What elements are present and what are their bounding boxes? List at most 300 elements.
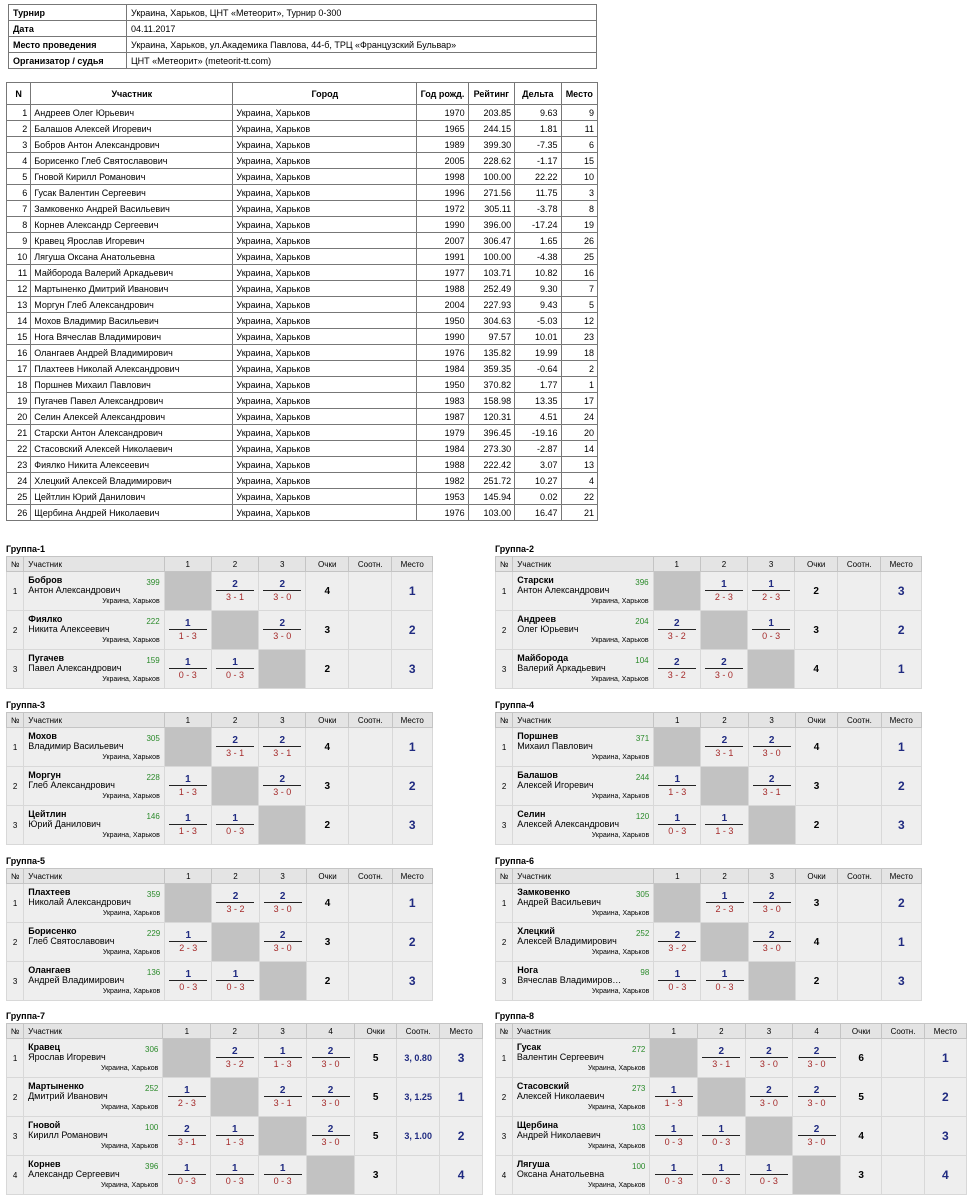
- match-result-cell: [164, 650, 211, 689]
- self-match-cell: [650, 1039, 698, 1078]
- player-city: Украина, Харьков: [100, 1065, 159, 1072]
- match-result-cell: [745, 1156, 793, 1195]
- group-header-row: [496, 1024, 967, 1039]
- match-score: 3 - 0: [273, 904, 292, 914]
- participant-year: 1989: [417, 137, 468, 153]
- participant-place: 22: [561, 489, 597, 505]
- match-score: 1 - 3: [664, 1098, 683, 1108]
- player-place: 1: [392, 572, 433, 611]
- player-place: 3: [924, 1117, 966, 1156]
- group-6-card: [495, 854, 922, 1001]
- match-result-cell: [650, 1117, 698, 1156]
- group-4-card: [495, 698, 922, 845]
- participant-delta: 4.51: [515, 409, 561, 425]
- match-score: 2 - 3: [177, 1098, 196, 1108]
- self-match-cell: [701, 923, 748, 962]
- player-ratio: [838, 728, 881, 767]
- match-result-cell: [259, 1039, 307, 1078]
- player-number: 3: [7, 1117, 24, 1156]
- match-score: 3 - 1: [225, 592, 244, 602]
- participant-n: 10: [7, 249, 31, 265]
- player-place: 2: [881, 884, 921, 923]
- player-surname: Гновой: [28, 1120, 61, 1130]
- match-result-cell: [211, 1156, 259, 1195]
- player-points: 2: [306, 962, 349, 1001]
- match-points: 1: [706, 891, 744, 903]
- participant-row: [7, 185, 598, 201]
- participant-name: Олангаев Андрей Владимирович: [31, 345, 233, 361]
- col-opponent-header: 3: [748, 869, 795, 884]
- player-surname: Балашов: [517, 770, 558, 780]
- group-title: Группа-7: [6, 1011, 46, 1021]
- participant-n: 23: [7, 457, 31, 473]
- match-result-cell: [212, 884, 259, 923]
- col-player-header: Участник: [513, 557, 653, 572]
- participant-name: Балашов Алексей Игоревич: [31, 121, 233, 137]
- participant-n: 24: [7, 473, 31, 489]
- match-points: 2: [263, 618, 301, 630]
- participant-row: [7, 377, 598, 393]
- participant-year: 1984: [417, 441, 468, 457]
- match-result-cell: [211, 1117, 259, 1156]
- participant-delta: -4.38: [515, 249, 561, 265]
- player-city: Украина, Харьков: [102, 910, 161, 917]
- col-player-header: Участник: [513, 713, 654, 728]
- player-cell: [513, 923, 654, 962]
- match-points: 1: [752, 579, 790, 591]
- col-opponent-header: 2: [700, 557, 747, 572]
- player-cell: [24, 884, 165, 923]
- match-score: 3 - 0: [807, 1137, 826, 1147]
- match-points: 2: [312, 1046, 350, 1058]
- participant-rating: 399.30: [468, 137, 514, 153]
- group-player-row: [7, 728, 433, 767]
- match-result-cell: [163, 1117, 211, 1156]
- participant-n: 8: [7, 217, 31, 233]
- col-opponent-header: 3: [745, 1024, 793, 1039]
- player-cell: [512, 1117, 650, 1156]
- col-opponent-header: 2: [701, 869, 748, 884]
- player-points: 5: [355, 1117, 397, 1156]
- self-match-cell: [211, 1078, 259, 1117]
- match-points: 1: [658, 813, 696, 825]
- match-score: 0 - 3: [226, 826, 245, 836]
- player-points: 5: [840, 1078, 882, 1117]
- match-points: 2: [263, 774, 301, 786]
- participant-year: 1988: [417, 281, 468, 297]
- participant-n: 1: [7, 105, 31, 121]
- match-score: 0 - 3: [664, 1137, 683, 1147]
- info-value: Украина, Харьков, ЦНТ «Метеорит», Турнир 0-300: [127, 5, 597, 21]
- col-opponent-header: 3: [748, 557, 795, 572]
- player-place: 3: [881, 962, 921, 1001]
- player-rating: 204: [635, 617, 649, 626]
- group-3-card: [6, 698, 433, 845]
- player-cell: [24, 923, 165, 962]
- participant-year: 1982: [417, 473, 468, 489]
- player-cell: [24, 1117, 163, 1156]
- group-player-row: [496, 1039, 967, 1078]
- col-place-header: Место: [392, 557, 433, 572]
- player-points: 2: [306, 650, 349, 689]
- match-score: 0 - 3: [712, 1137, 731, 1147]
- col-player-header: Участник: [24, 1024, 163, 1039]
- player-rating: 100: [632, 1162, 646, 1171]
- match-score: 3 - 0: [759, 1059, 778, 1069]
- info-row: [9, 53, 597, 69]
- participant-year: 1950: [417, 377, 468, 393]
- player-place: 2: [392, 767, 433, 806]
- match-result-cell: [650, 1156, 698, 1195]
- col-n-header: N: [7, 83, 31, 105]
- group-player-row: [7, 962, 433, 1001]
- participant-delta: 1.77: [515, 377, 561, 393]
- player-number: 3: [496, 962, 513, 1001]
- participant-city: Украина, Харьков: [233, 265, 417, 281]
- col-no-header: №: [496, 557, 513, 572]
- participant-rating: 244.15: [468, 121, 514, 137]
- match-result-cell: [654, 767, 701, 806]
- group-title: Группа-2: [495, 544, 535, 554]
- player-rating: 305: [635, 890, 650, 899]
- col-player-header: Участник: [513, 869, 654, 884]
- player-number: 1: [496, 728, 513, 767]
- participant-row: [7, 233, 598, 249]
- participant-year: 1950: [417, 313, 468, 329]
- participant-row: [7, 105, 598, 121]
- group-title: Группа-3: [6, 700, 46, 710]
- player-given-name: Антон Александрович: [28, 585, 121, 595]
- match-points: 1: [264, 1046, 302, 1058]
- participant-year: 2007: [417, 233, 468, 249]
- match-points: 2: [168, 1124, 206, 1136]
- group-header-row: [496, 869, 922, 884]
- player-given-name: Антон Александрович: [517, 585, 610, 595]
- player-ratio: [838, 962, 881, 1001]
- player-surname: Майборода: [517, 653, 569, 663]
- player-points: 4: [306, 728, 349, 767]
- participant-year: 1972: [417, 201, 468, 217]
- player-points: 3: [795, 767, 838, 806]
- player-cell: [513, 884, 654, 923]
- player-place: 1: [881, 923, 921, 962]
- col-ratio-header: Соотн.: [882, 1024, 924, 1039]
- info-value: 04.11.2017: [127, 21, 597, 37]
- col-no-header: №: [496, 869, 513, 884]
- player-given-name: Павел Александрович: [28, 663, 122, 673]
- match-score: 3 - 2: [668, 943, 687, 953]
- participant-n: 26: [7, 505, 31, 521]
- match-points: 1: [264, 1163, 302, 1175]
- group-title: Группа-8: [495, 1011, 535, 1021]
- player-rating: 252: [145, 1084, 159, 1093]
- player-city: Украина, Харьков: [587, 1182, 646, 1189]
- player-place: 1: [392, 728, 433, 767]
- player-number: 2: [7, 1078, 24, 1117]
- match-score: 2 - 3: [179, 943, 198, 953]
- player-surname: Гусак: [516, 1042, 542, 1052]
- match-result-cell: [700, 572, 747, 611]
- col-ratio-header: Соотн.: [349, 869, 392, 884]
- participant-n: 21: [7, 425, 31, 441]
- player-ratio: [349, 806, 392, 845]
- player-place: 1: [881, 728, 921, 767]
- participant-year: 1996: [417, 185, 468, 201]
- match-result-cell: [163, 1156, 211, 1195]
- col-player-header: Участник: [24, 557, 164, 572]
- player-given-name: Алексей Владимирович: [517, 936, 617, 946]
- match-result-cell: [701, 884, 748, 923]
- match-score: 0 - 3: [759, 1176, 778, 1186]
- participant-name: Старски Антон Александрович: [31, 425, 233, 441]
- participant-city: Украина, Харьков: [233, 489, 417, 505]
- match-result-cell: [701, 962, 748, 1001]
- group-player-row: [496, 728, 922, 767]
- group-title: Группа-5: [6, 856, 46, 866]
- participant-row: [7, 441, 598, 457]
- match-points: 2: [753, 774, 791, 786]
- match-score: 2 - 3: [762, 592, 781, 602]
- match-score: 2 - 3: [715, 904, 734, 914]
- group-5-card: [6, 854, 433, 1001]
- match-score: 3 - 0: [762, 748, 781, 758]
- match-result-cell: [259, 611, 306, 650]
- participant-place: 11: [561, 121, 597, 137]
- match-result-cell: [793, 1039, 841, 1078]
- player-points: 3: [840, 1156, 882, 1195]
- participant-name: Майборода Валерий Аркадьевич: [31, 265, 233, 281]
- player-surname: Цейтлин: [28, 809, 67, 819]
- participant-city: Украина, Харьков: [233, 153, 417, 169]
- participant-row: [7, 361, 598, 377]
- match-result-cell: [653, 650, 700, 689]
- group-title: Группа-4: [495, 700, 535, 710]
- participant-row: [7, 137, 598, 153]
- match-points: 2: [312, 1085, 350, 1097]
- player-number: 1: [496, 572, 513, 611]
- participant-city: Украина, Харьков: [233, 233, 417, 249]
- player-place: 3: [881, 806, 921, 845]
- participant-city: Украина, Харьков: [233, 329, 417, 345]
- col-year-header: Год рожд.: [417, 83, 468, 105]
- participant-name: Мартыненко Дмитрий Иванович: [31, 281, 233, 297]
- player-points: 2: [795, 572, 838, 611]
- match-score: 3 - 0: [807, 1059, 826, 1069]
- match-score: 3 - 1: [226, 748, 245, 758]
- group-header-row: [7, 713, 433, 728]
- group-player-row: [496, 1078, 967, 1117]
- group-player-row: [7, 806, 433, 845]
- participant-name: Хлецкий Алексей Владимирович: [31, 473, 233, 489]
- player-given-name: Дмитрий Иванович: [28, 1091, 108, 1101]
- player-cell: [512, 1039, 650, 1078]
- player-ratio: [838, 806, 881, 845]
- group-header-row: [7, 557, 433, 572]
- participant-year: 1977: [417, 265, 468, 281]
- player-number: 3: [496, 806, 513, 845]
- player-rating: 359: [146, 890, 161, 899]
- player-points: 4: [795, 728, 838, 767]
- player-surname: Лягуша: [516, 1159, 550, 1169]
- participant-city: Украина, Харьков: [233, 121, 417, 137]
- col-place-header: Место: [392, 869, 432, 884]
- col-opponent-header: 3: [748, 713, 795, 728]
- participant-city: Украина, Харьков: [233, 249, 417, 265]
- participant-city: Украина, Харьков: [233, 361, 417, 377]
- player-rating: 222: [146, 617, 160, 626]
- group-table: [495, 868, 922, 1001]
- col-points-header: Очки: [306, 557, 349, 572]
- participant-delta: 3.07: [515, 457, 561, 473]
- participant-name: Фиялко Никита Алексеевич: [31, 457, 233, 473]
- match-points: 2: [750, 1085, 788, 1097]
- player-place: 2: [392, 923, 432, 962]
- player-cell: [513, 806, 654, 845]
- player-ratio: [882, 1039, 924, 1078]
- match-result-cell: [748, 728, 795, 767]
- player-ratio: [349, 650, 392, 689]
- player-ratio: [349, 962, 392, 1001]
- player-city: Украина, Харьков: [102, 832, 160, 839]
- participant-delta: -17.24: [515, 217, 561, 233]
- participant-rating: 228.62: [468, 153, 514, 169]
- participant-n: 15: [7, 329, 31, 345]
- participant-rating: 135.82: [468, 345, 514, 361]
- col-opponent-header: 1: [164, 713, 211, 728]
- player-city: Украина, Харьков: [102, 949, 161, 956]
- participant-row: [7, 393, 598, 409]
- group-player-row: [496, 923, 922, 962]
- player-number: 3: [7, 806, 24, 845]
- match-result-cell: [654, 806, 701, 845]
- col-no-header: №: [496, 1024, 513, 1039]
- player-city: Украина, Харьков: [102, 793, 160, 800]
- player-rating: 136: [146, 968, 161, 977]
- match-result-cell: [307, 1078, 355, 1117]
- player-rating: 252: [635, 929, 650, 938]
- player-points: 5: [355, 1078, 397, 1117]
- col-no-header: №: [496, 713, 513, 728]
- match-points: 1: [169, 657, 207, 669]
- player-surname: Олангаев: [28, 965, 71, 975]
- group-table: [6, 868, 433, 1001]
- group-table: [6, 556, 433, 689]
- match-result-cell: [701, 806, 748, 845]
- match-result-cell: [212, 728, 259, 767]
- group-player-row: [496, 650, 922, 689]
- participant-n: 5: [7, 169, 31, 185]
- group-player-row: [7, 650, 433, 689]
- col-points-header: Очки: [795, 557, 838, 572]
- col-opponent-header: 4: [307, 1024, 355, 1039]
- participant-delta: 10.27: [515, 473, 561, 489]
- self-match-cell: [701, 767, 748, 806]
- self-match-cell: [700, 611, 747, 650]
- match-score: 3 - 0: [807, 1098, 826, 1108]
- group-player-row: [7, 572, 433, 611]
- match-points: 2: [658, 618, 696, 630]
- match-score: 3 - 0: [759, 1098, 778, 1108]
- participant-place: 17: [561, 393, 597, 409]
- match-result-cell: [211, 572, 258, 611]
- match-score: 0 - 3: [712, 1176, 731, 1186]
- participant-n: 22: [7, 441, 31, 457]
- info-value: ЦНТ «Метеорит» (meteorit-tt.com): [127, 53, 597, 69]
- player-city: Украина, Харьков: [591, 754, 650, 761]
- participant-row: [7, 505, 598, 521]
- participant-place: 8: [561, 201, 597, 217]
- player-surname: Андреев: [517, 614, 556, 624]
- participant-name: Гусак Валентин Сергеевич: [31, 185, 233, 201]
- player-city: Украина, Харьков: [591, 949, 650, 956]
- match-points: 1: [702, 1163, 740, 1175]
- participant-n: 7: [7, 201, 31, 217]
- player-city: Украина, Харьков: [587, 1104, 646, 1111]
- player-rating: 272: [632, 1045, 646, 1054]
- participant-name: Моргун Глеб Александрович: [31, 297, 233, 313]
- group-title: Группа-6: [495, 856, 535, 866]
- player-given-name: Никита Алексеевич: [28, 624, 110, 634]
- match-result-cell: [650, 1078, 698, 1117]
- participant-row: [7, 169, 598, 185]
- participant-n: 6: [7, 185, 31, 201]
- col-points-header: Очки: [795, 713, 838, 728]
- self-match-cell: [212, 767, 259, 806]
- player-ratio: [882, 1078, 924, 1117]
- player-rating: 371: [635, 734, 650, 743]
- self-match-cell: [259, 806, 306, 845]
- participant-city: Украина, Харьков: [233, 217, 417, 233]
- col-player-header: Участник: [31, 83, 233, 105]
- participant-year: 1987: [417, 409, 468, 425]
- col-no-header: №: [7, 557, 24, 572]
- player-points: 6: [840, 1039, 882, 1078]
- player-ratio: [349, 572, 392, 611]
- participant-name: Корнев Александр Сергеевич: [31, 217, 233, 233]
- match-result-cell: [793, 1078, 841, 1117]
- info-row: [9, 5, 597, 21]
- participant-name: Пугачев Павел Александрович: [31, 393, 233, 409]
- player-given-name: Олег Юрьевич: [517, 624, 579, 634]
- player-surname: Фиялко: [28, 614, 63, 624]
- player-city: Украина, Харьков: [591, 676, 649, 683]
- participant-city: Украина, Харьков: [233, 185, 417, 201]
- group-player-row: [496, 1156, 967, 1195]
- match-result-cell: [653, 611, 700, 650]
- self-match-cell: [259, 962, 306, 1001]
- participant-delta: 9.30: [515, 281, 561, 297]
- player-rating: 104: [635, 656, 649, 665]
- player-place: 2: [881, 611, 922, 650]
- participant-n: 2: [7, 121, 31, 137]
- participant-name: Лягуша Оксана Анатольевна: [31, 249, 233, 265]
- participant-n: 19: [7, 393, 31, 409]
- player-ratio: [349, 767, 392, 806]
- match-score: 2 - 3: [714, 592, 733, 602]
- player-rating: 306: [145, 1045, 159, 1054]
- participant-city: Украина, Харьков: [233, 201, 417, 217]
- col-opponent-header: 2: [697, 1024, 745, 1039]
- player-points: 3: [355, 1156, 397, 1195]
- participant-rating: 396.00: [468, 217, 514, 233]
- player-city: Украина, Харьков: [102, 988, 161, 995]
- player-number: 1: [496, 1039, 513, 1078]
- col-place-header: Место: [881, 557, 922, 572]
- match-score: 3 - 1: [762, 787, 781, 797]
- info-label: Турнир: [9, 5, 127, 21]
- participant-rating: 271.56: [468, 185, 514, 201]
- col-opponent-header: 2: [701, 713, 748, 728]
